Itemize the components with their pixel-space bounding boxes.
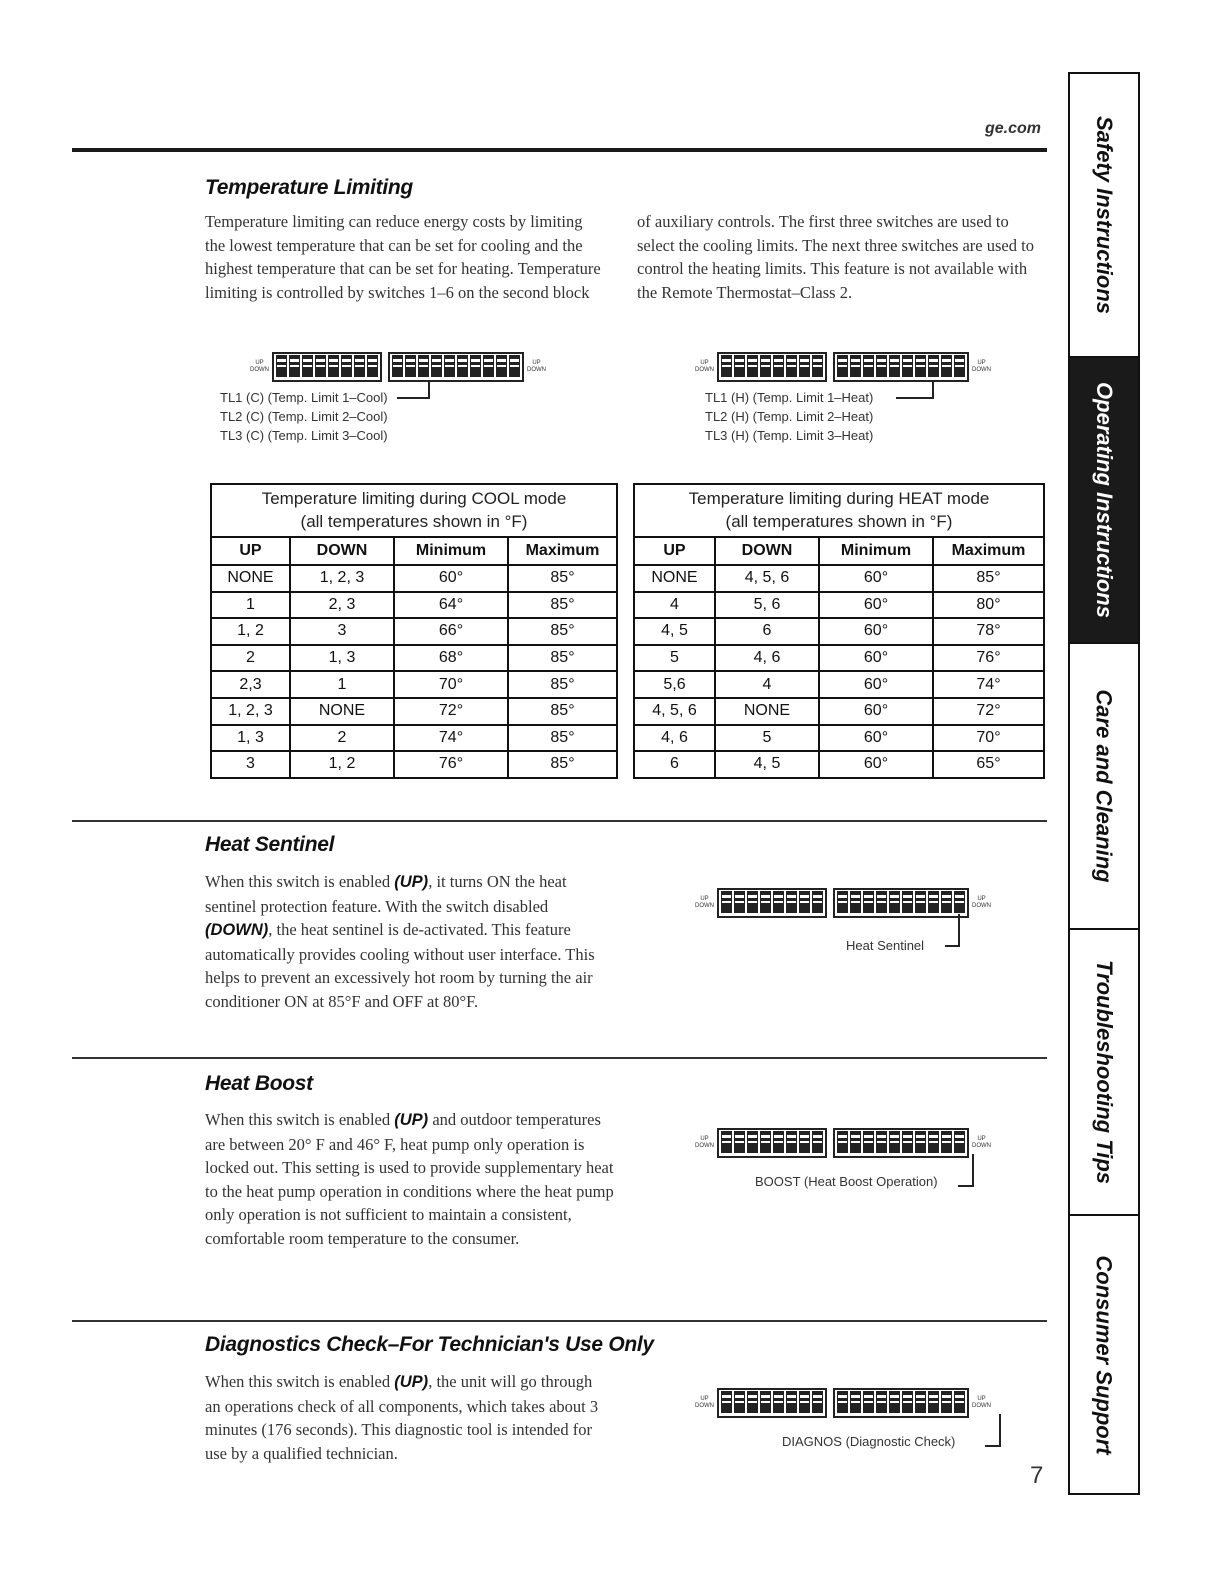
dip-label-right: UP DOWN	[972, 360, 991, 373]
table-row: 2 1, 3 68° 85°	[212, 645, 616, 672]
dip-switch-heat	[695, 352, 991, 382]
leader-line	[945, 945, 960, 947]
dip-bank-1	[717, 352, 827, 382]
table-row: NONE 4, 5, 6 60° 85°	[635, 565, 1043, 592]
table-row: 3 1, 2 76° 85°	[212, 751, 616, 777]
leader-line	[972, 1154, 974, 1187]
leader-line	[999, 1414, 1001, 1447]
heat-boost-para: When this switch is enabled (UP) and outdoor temperatures are between 20° F and 46° F, heat pump only operation is locked out. This setting is used to provide supplementary heat to the heat pump operation in conditions where the heat pump only operation is not sufficient to maintain a consistent, comfortable room temperature to the consumer.	[205, 1110, 614, 1248]
dip-bank-2	[833, 888, 969, 918]
table-row: 2,3 1 70° 85°	[212, 671, 616, 698]
table-header-row: UP DOWN Minimum Maximum	[635, 537, 1043, 565]
table-row: NONE 1, 2, 3 60° 85°	[212, 565, 616, 592]
leader-line	[985, 1445, 1001, 1447]
section-tabs	[1068, 72, 1140, 1495]
temp-limiting-para-right: of auxiliary controls. The first three switches are used to select the cooling limits. The next three switches are used to control the heating limits. This feature is not available with the Remote Thermostat–Class 2.	[637, 212, 1034, 302]
table-row: 1 2, 3 64° 85°	[212, 592, 616, 619]
dip-bank-1	[717, 1128, 827, 1158]
heat-table	[633, 483, 1045, 779]
header-rule	[72, 148, 1047, 152]
cool-table-title: Temperature limiting during COOL mode (all temperatures shown in °F)	[261, 489, 567, 531]
diagnostics-para: When this switch is enabled (UP), the unit will go through an operations check of all components, which takes about 3 minutes (176 seconds). This diagnostic tool is intended for use by a qualified technician.	[205, 1372, 599, 1463]
leader-line	[397, 397, 430, 399]
table-row: 6 4, 5 60° 65°	[635, 751, 1043, 777]
dip-bank-2	[833, 1128, 969, 1158]
dip-bank-1	[272, 352, 382, 382]
dip-label-right: UP DOWN	[972, 1396, 991, 1409]
tab-troubleshooting-tips[interactable]: Troubleshooting Tips	[1070, 930, 1138, 1216]
diagnostics-title: Diagnostics Check–For Technician's Use Only	[205, 1333, 654, 1356]
site-url: ge.com	[985, 120, 1042, 137]
table-row: 5,6 4 60° 74°	[635, 671, 1043, 698]
leader-line	[958, 1185, 974, 1187]
dip-label-right: UP DOWN	[527, 360, 546, 373]
heat-captions: TL1 (H) (Temp. Limit 1–Heat) TL2 (H) (Temp. Limit 2–Heat) TL3 (H) (Temp. Limit 3–Heat)	[705, 390, 874, 443]
table-row: 1, 3 2 74° 85°	[212, 725, 616, 752]
tab-operating-instructions[interactable]: Operating Instructions	[1070, 358, 1138, 644]
dip-label-left: UP DOWN	[695, 360, 714, 373]
diagnostics-caption: DIAGNOS (Diagnostic Check)	[782, 1434, 956, 1449]
section-divider	[72, 820, 1047, 822]
dip-bank-1	[717, 1388, 827, 1418]
tab-care-and-cleaning[interactable]: Care and Cleaning	[1070, 644, 1138, 930]
dip-bank-2	[388, 352, 524, 382]
table-row: 5 4, 6 60° 76°	[635, 645, 1043, 672]
dip-label-left: UP DOWN	[695, 1396, 714, 1409]
cool-captions: TL1 (C) (Temp. Limit 1–Cool) TL2 (C) (Temp. Limit 2–Cool) TL3 (C) (Temp. Limit 3–Cool)	[220, 390, 388, 443]
table-row: 1, 2, 3 NONE 72° 85°	[212, 698, 616, 725]
dip-switch-sentinel	[695, 888, 991, 918]
dip-label-right: UP DOWN	[972, 1136, 991, 1149]
table-row: 4, 6 5 60° 70°	[635, 725, 1043, 752]
leader-line	[428, 380, 430, 398]
heat-table-title: Temperature limiting during HEAT mode (all temperatures shown in °F)	[688, 489, 990, 531]
heat-boost-caption: BOOST (Heat Boost Operation)	[755, 1174, 938, 1189]
dip-switch-boost	[695, 1128, 991, 1158]
table-row: 4, 5 6 60° 78°	[635, 618, 1043, 645]
heat-sentinel-para: When this switch is enabled (UP), it turns ON the heat sentinel protection feature. With the switch disabled (DOWN), the heat sentinel is de-activated. This feature automatically provides cooling without user interface. This helps to prevent an excessively hot room by turning the air conditioner ON at 85°F and OFF at 80°F.	[205, 872, 595, 1011]
heat-sentinel-caption: Heat Sentinel	[846, 938, 925, 953]
section-divider	[72, 1057, 1047, 1059]
table-row: 4, 5, 6 NONE 60° 72°	[635, 698, 1043, 725]
dip-label-left: UP DOWN	[250, 360, 269, 373]
temp-limiting-title: Temperature Limiting	[205, 176, 413, 199]
table-row: 4 5, 6 60° 80°	[635, 592, 1043, 619]
leader-line	[958, 914, 960, 947]
dip-label-left: UP DOWN	[695, 1136, 714, 1149]
leader-line	[932, 380, 934, 398]
section-divider	[72, 1320, 1047, 1322]
dip-bank-1	[717, 888, 827, 918]
dip-label-right: UP DOWN	[972, 896, 991, 909]
dip-switch-cool	[250, 352, 546, 382]
dip-bank-2	[833, 1388, 969, 1418]
table-row: 1, 2 3 66° 85°	[212, 618, 616, 645]
dip-bank-2	[833, 352, 969, 382]
cool-table	[210, 483, 618, 779]
dip-switch-diagnostics	[695, 1388, 991, 1418]
table-header-row: UP DOWN Minimum Maximum	[212, 537, 616, 565]
leader-line	[896, 397, 934, 399]
page-number: 7	[1030, 1462, 1044, 1489]
heat-sentinel-title: Heat Sentinel	[205, 833, 335, 856]
tab-consumer-support[interactable]: Consumer Support	[1092, 1254, 1118, 1455]
tab-safety-instructions[interactable]: Safety Instructions	[1070, 74, 1138, 358]
dip-label-left: UP DOWN	[695, 896, 714, 909]
heat-boost-title: Heat Boost	[205, 1072, 313, 1095]
temp-limiting-para-left: Temperature limiting can reduce energy costs by limiting the lowest temperature that can be set for cooling and the highest temperature that can be set for heating. Temperature limiting is controlled by switches 1–6 on the second block	[205, 212, 601, 302]
